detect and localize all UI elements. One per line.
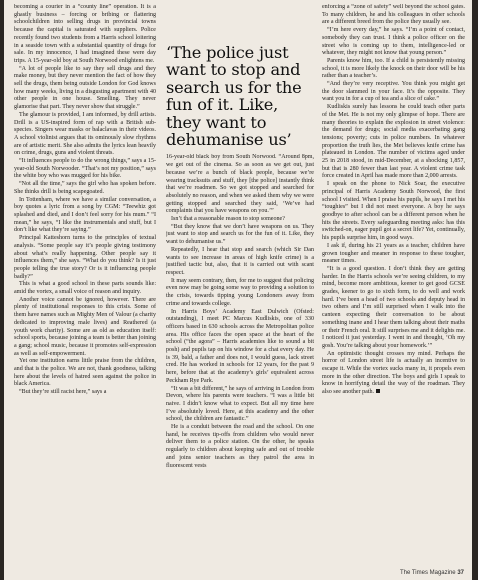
paragraph: “It influences people to do the wrong things,” says a 15-year-old South Norwooder. “That’s not my position,” says the white boy who was mugged for his bike. [14,158,156,180]
paragraph: enforcing a “zone of safety” well beyond the school gates. To many children, he and his colleagues in other schools are a different breed from the police they usually see. [322,4,465,26]
paragraph: “But they’re still racist here,” says a [19,389,107,396]
paragraph: Another voice cannot be ignored, however. There are plenty of institutional responses to this crisis. Some of them have names such as Mighty Men of Valour (a charity dedicated to improving male lives) and Reathered (a youth work charity). Some are as old as education itself: school sports, because joining a team is better than joining a gang; school music, because it promotes self-expression as well as self-empowerment. [14,296,156,357]
paragraph: I ask if, during his 21 years as a teacher, children have grown tougher and meaner in response to these tougher, meaner times. [322,242,465,265]
paragraph: Yet one institution earns little praise from the children, and that is the police. We are not, thank goodness, talking here about the levels of hatred seen against the police in black America. [14,358,156,388]
paragraph: He is a conduit between the road and the school. On one hand, he receives tip-offs from children who would never deliver them to a police station. On the other, he speaks regularly to children about keeping safe and out of trouble and joins senior teachers as they patrol the area in fluorescent vests [166,424,314,469]
paragraph: Parents know him, too. If a child is persistently missing school, it is more likely the knock on their door will be his rather than a teacher’s. [322,57,465,80]
paragraph: The glamour is provided, I am informed, by drill artists. Drill is a US-inspired form of rap with a British sub-species. Singers wear masks or balaclavas in their videos. A school violinist argues that its ominously slow rhythms are of artistic merit. She also admits the lyrics lean heavily on crime, drugs, guns and violent threats. [14,111,156,157]
paragraph: Principal Katteshorn turns to the principles of textual analysis. “Some people say it’s people giving testimony about what’s really happening. Other people say it influences them,” she says. “What do you think? Is it just people telling the true story? Or is it influencing people badly?” [14,235,156,280]
paragraph: “But they know that we don’t have weapons on us. They just want to stop and search us for the fun of it. Like, they want to dehumanise us.” [166,223,314,246]
paragraph: I speak on the phone to Nick Soar, the executive principal of Harris Academy South Norwood, the first school I visited. When I praise his pupils, he says I met his “toughies” but I did not meet everyone. A boy he says goodbye to after school can be a different person when he hits the streets. Every safeguarding meeting asks: has this switched-on, eager pupil got a secret life? Yet, continually, his pupils surprise him, in good ways. [322,181,465,242]
paragraph: Repeatedly, I hear that stop and search (which Sir Dan wants to see increase in areas of high knife crime) is a justified tactic but, also, that it is carried out with scant respect. [166,246,314,276]
page-footer [400,570,464,576]
paragraph: “A lot of people like to say they sell drugs and they make money, but they never mention the fact of how they sell the drugs, them being outside London for God knows how many weeks, living in a disgusting apartment with 40 other people in one house. Smelling. They never glamorise that part. They never show that struggle.” [14,65,156,111]
paragraph: This is what a good school in these parts sounds like: amid the vortex, a small voice of reason and inquiry. [14,281,156,296]
paragraph: “And they’re very receptive. You think you might get the door slammed in your face. It’s the opposite. They want you in for a cup of tea and a slice of cake.” [322,81,465,103]
paragraph: In Harris Boys’ Academy East Dulwich (Ofsted: outstanding), I meet PC Marcus Kudliskis, one of 330 officers based in 630 schools across the Metropolitan police area. His office faces the open space at the heart of the school (“the agora” – Harris academies like to sound a bit posh) and pupils tap on his window for a chat every day. He is 39, bald, a father and does not, I would guess, lack street cred. He has worked in schools for 12 years, for the past 9 here, before that at the academy’s girls’ equivalent across Peckham Rye Park. [166,308,314,384]
pull-quote: ‘The police just want to stop and search us for the fun of it. Like, they want to dehumanise us’ [166,43,302,150]
article-column-3 [322,4,465,564]
page-number: 37 [457,570,464,576]
paragraph: In Tottenham, where we have a similar conversation, a boy quotes a lyric from a song by CGM: “Teewhiz got splashed and died, and I don’t feel sorry for his mum.” “I mean,” he says, “I like the instrumentals and stuff, but I don’t like what they’re saying.” [14,196,156,234]
end-mark-icon [376,389,380,393]
article-column-2 [166,4,314,570]
magazine-page [4,0,472,580]
paragraph: 16-year-old black boy from South Norwood. “Around 8pm, we get out of the cinema. So as soon as we get out, just because we’re a bunch of black people, because we’re wearing tracksuits and stuff, they [the police] instantly think that we’re roadmen. So we got stopped and searched for absolutely no reason, and when we asked them why we were getting stopped and searched they said, ‘We’ve had complaints that you have weapons on you.’” [166,154,314,215]
paragraph: It may seem contrary, then, for me to suggest that policing even now may be going some way to providing a solution to the crisis, towards tipping young Londoners away from crime and towards college. [166,277,314,307]
paragraph: Isn’t that a reasonable reason to stop someone? [171,216,285,223]
paragraph: Kudliskis surely has lessons he could teach other parts of the Met. He is not my only glimpse of hope. There are many theories to explain the explosion in street violence: the demand for drugs; social media exacerbating gang tensions; poverty; cuts in police numbers. In whatever proportion the truth lies, the Met believes knife crime has plateaued in London. The number of victims aged under 25 in 2018 stood, in mid-December, at a shocking 1,857, but that is 280 fewer than last year. A violent crime task force created in April has made more than 2,000 arrests. [322,104,465,180]
paragraph: “It is a good question. I don’t think they are getting harder. In the Harris schools we’re seeing children, to my mind, become more ambitious, keener to get good GCSE grades, keener to go to sixth form, to do well and work hard. I’ve been a head of two schools and deputy head in two others and I’m still surprised when I walk into the canteen expecting their conversation to be about something inane and I hear them talking about their maths or their French oral. It still surprises me and it delights me. I noticed it just yesterday. I went in and thought, ‘Oh my gosh. You’re talking about your homework.’” [322,265,465,349]
paragraph: becoming a courier in a “county line” operation. It is a ghastly business – forcing or bribing or flattering schoolchildren into selling drugs in provincial towns because the capital is saturated with suppliers. Police recently found two students from a Harris school loitering in a seaside town with a substantial quantity of drugs for sale. In my innocence, I had imagined these were day trips. A 15-year-old boy at South Norwood enlightens me. [14,4,156,64]
article-column-2-body [166,154,314,570]
paragraph: “I’m here every day,” he says. “I’m a point of contact, somebody they can trust. I think a police officer on the street who is coming up to them, intelligence-led or whatever, they might not know that young person.” [322,27,465,57]
magazine-name: The Times Magazine [399,570,456,576]
paragraph: “Not all the time,” says the girl who has spoken before. She thinks drill is being scapegoated. [14,181,156,195]
article-column-1 [14,4,156,570]
paragraph: An optimistic thought crosses my mind. Perhaps the horror of London street life is actually an incentive to escape it. While the vortex sucks many in, it propels even more in the other direction. The boys and girls I speak to know in horrifying detail the way of the roadman. They also see another path. [322,350,465,396]
paragraph: “It was a bit different,” he says of arriving in London from Devon, where his parents were teachers. “I was a little bit naive. I didn’t know what to expect. But all my time here I’ve absolutely loved. Here, at this academy and the other school, the children are fantastic.” [166,385,314,423]
